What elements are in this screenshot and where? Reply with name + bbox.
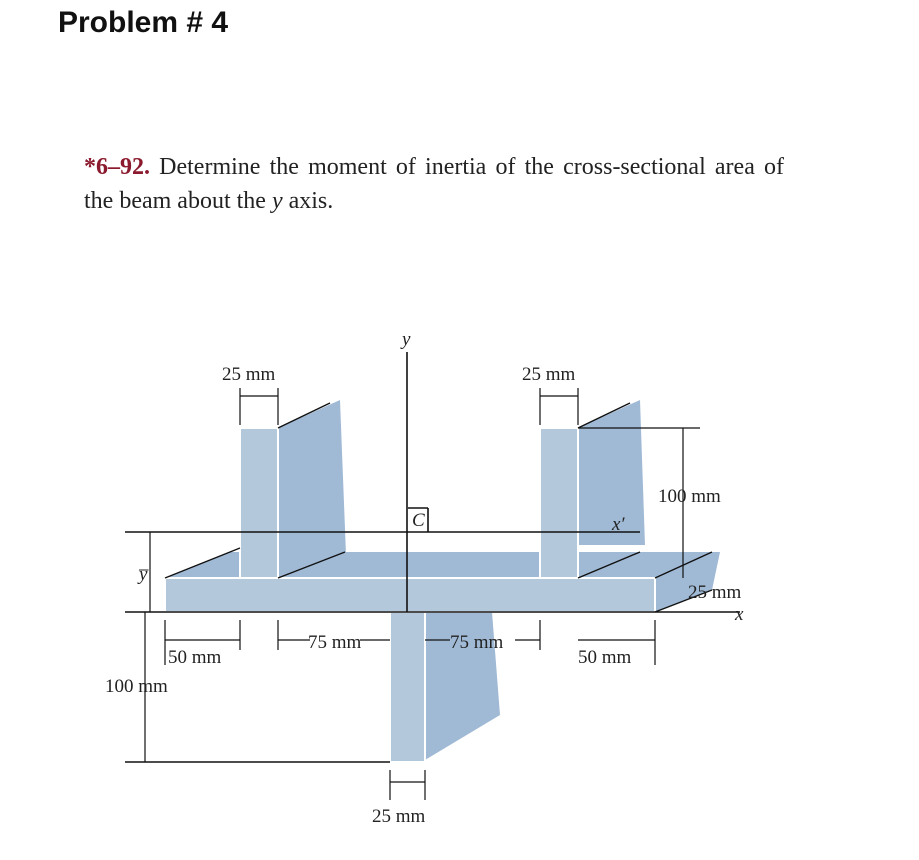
dim-stem-height: 100 mm: [105, 676, 168, 697]
problem-number: *6–92.: [84, 154, 150, 180]
centroid-label: C: [412, 510, 425, 531]
ybar-label: y̅: [139, 564, 148, 585]
dim-left-overhang: 50 mm: [168, 647, 222, 668]
web: [165, 578, 655, 612]
stem: [390, 612, 425, 762]
x-prime-axis-label: x′: [612, 514, 625, 535]
x-axis-label: x: [735, 604, 744, 625]
dim-right-overhang: 50 mm: [578, 647, 632, 668]
dim-spacing-left: 75 mm: [308, 632, 362, 653]
problem-text-after: axis.: [282, 188, 334, 214]
problem-text-before: Determine the moment of inertia of the cross-sectional area of the beam about the: [84, 154, 784, 214]
left-flange: [240, 428, 278, 578]
dim-spacing-right: 75 mm: [450, 632, 504, 653]
problem-axis-variable: y: [271, 188, 283, 214]
y-axis-label: y: [402, 329, 411, 350]
dim-upper-height: 100 mm: [658, 486, 721, 507]
dim-thickness: 25 mm: [688, 582, 742, 603]
right-flange: [540, 428, 578, 578]
dim-left-flange-width: 25 mm: [222, 364, 276, 385]
problem-heading: Problem # 4: [58, 6, 229, 39]
dim-stem-width: 25 mm: [372, 806, 426, 827]
dim-right-flange-width: 25 mm: [522, 364, 576, 385]
